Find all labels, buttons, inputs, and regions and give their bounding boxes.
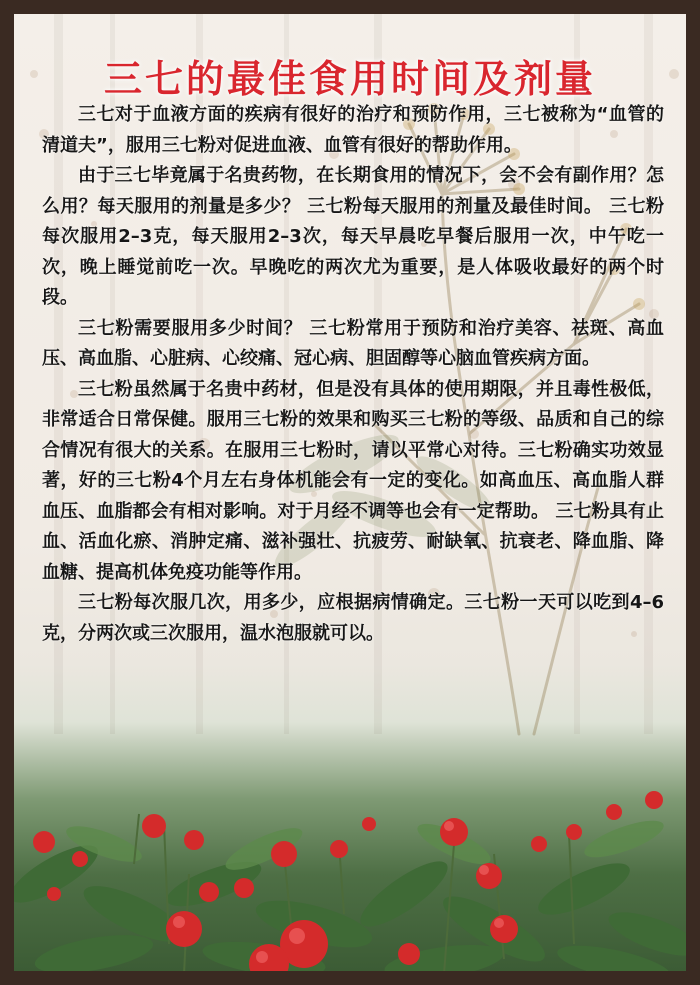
article-body xyxy=(42,100,664,649)
poster-title: 三七的最佳食用时间及剂量 xyxy=(103,56,596,101)
paragraph-safety-effects: 三七粉虽然属于名贵中药材，但是没有具体的使用期限，并且毒性极低，非常适合日常保健。服用三七粉的效果和购买三七粉的等级、品质和自己的综合情况有很大的关系。在服用三七粉时，请以平常心对待。三七粉确实功效显著，好的三七粉4个月左右身体机能会有一定的变化。如高血压、高血脂人群血压、血脂都会有相对影响。对于月经不调等也会有一定帮助。 三七粉具有止血、活血化瘀、消肿定痛、滋补强壮、抗疲劳、耐缺氧、抗衰老、降血脂、降血糖、提高机体免疫功能等作用。 xyxy=(42,378,664,583)
paragraph-duration-uses: 三七粉需要服用多少时间？ 三七粉常用于预防和治疗美容、祛斑、高血压、高血脂、心脏病、心绞痛、冠心病、胆固醇等心脑血管疾病方面。 xyxy=(42,317,664,369)
paragraph-intro: 三七对于血液方面的疾病有很好的治疗和预防作用，三七被称为“血管的清道夫”，服用三七粉对促进血液、血管有很好的帮助作用。 xyxy=(42,104,664,156)
paragraph-daily-amount: 三七粉每次服几次，用多少，应根据病情确定。三七粉一天可以吃到4–6克，分两次或三次服用，温水泡服就可以。 xyxy=(42,592,664,644)
poster xyxy=(14,14,686,971)
paragraph-dosage-timing: 由于三七毕竟属于名贵药物，在长期食用的情况下，会不会有副作用？怎么用？每天服用的剂量是多少？ 三七粉每天服用的剂量及最佳时间。 三七粉每次服用2–3克，每天服用2–3次，每天早晨吃早餐后服用一次，中午吃一次，晚上睡觉前吃一次。早晚吃的两次尤为重要，是人体吸收最好的两个时段。 xyxy=(42,165,664,308)
